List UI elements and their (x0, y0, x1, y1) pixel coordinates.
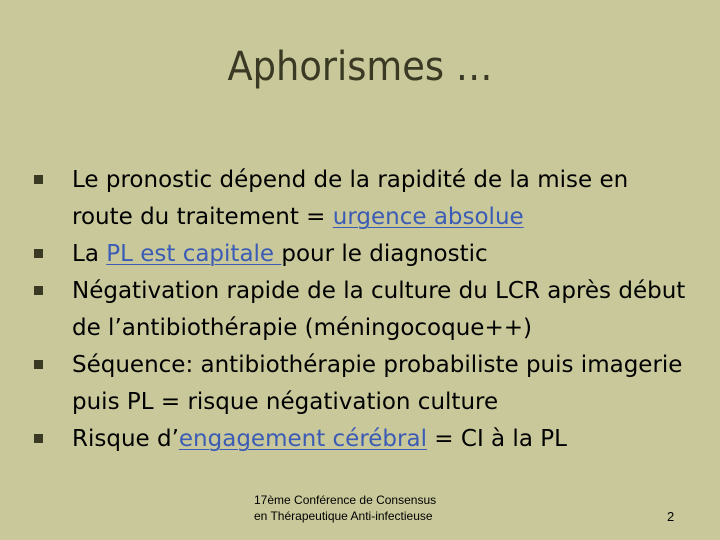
hyperlink[interactable]: urgence absolue (332, 204, 524, 230)
bullet-text: Séquence: antibiothérapie probabiliste puis imagerie puis PL = risque négativation culture (72, 352, 683, 415)
square-bullet-icon (34, 286, 43, 295)
bullet-item (34, 273, 694, 347)
square-bullet-icon (34, 249, 43, 258)
bullet-text: = CI à la PL (426, 426, 567, 452)
bullet-text: pour le diagnostic (281, 241, 488, 267)
bullet-item (34, 162, 694, 236)
hyperlink[interactable]: engagement cérébral (178, 426, 427, 452)
footer-line-1: 17ème Conférence de Consensus (254, 493, 437, 507)
bullet-item (34, 421, 694, 458)
bullet-text: Risque d’ (72, 426, 179, 452)
bullet-text: Le pronostic dépend de la rapidité de la mise en route du traitement = (72, 167, 629, 230)
footer-line-2: en Thérapeutique Anti-infectieuse (254, 509, 433, 523)
bullet-list (34, 162, 694, 458)
square-bullet-icon (34, 175, 43, 184)
square-bullet-icon (34, 360, 43, 369)
slide-title: Aphorismes … (227, 44, 493, 90)
bullet-text: Négativation rapide de la culture du LCR après début de l’antibiothérapie (méningocoque++) (72, 278, 686, 341)
bullet-text: La (72, 241, 107, 267)
bullet-item (34, 236, 694, 273)
square-bullet-icon (34, 434, 43, 443)
bullet-item (34, 347, 694, 421)
footer-text (254, 492, 436, 524)
hyperlink[interactable]: PL est capitale (106, 241, 282, 267)
page-number: 2 (667, 509, 675, 524)
